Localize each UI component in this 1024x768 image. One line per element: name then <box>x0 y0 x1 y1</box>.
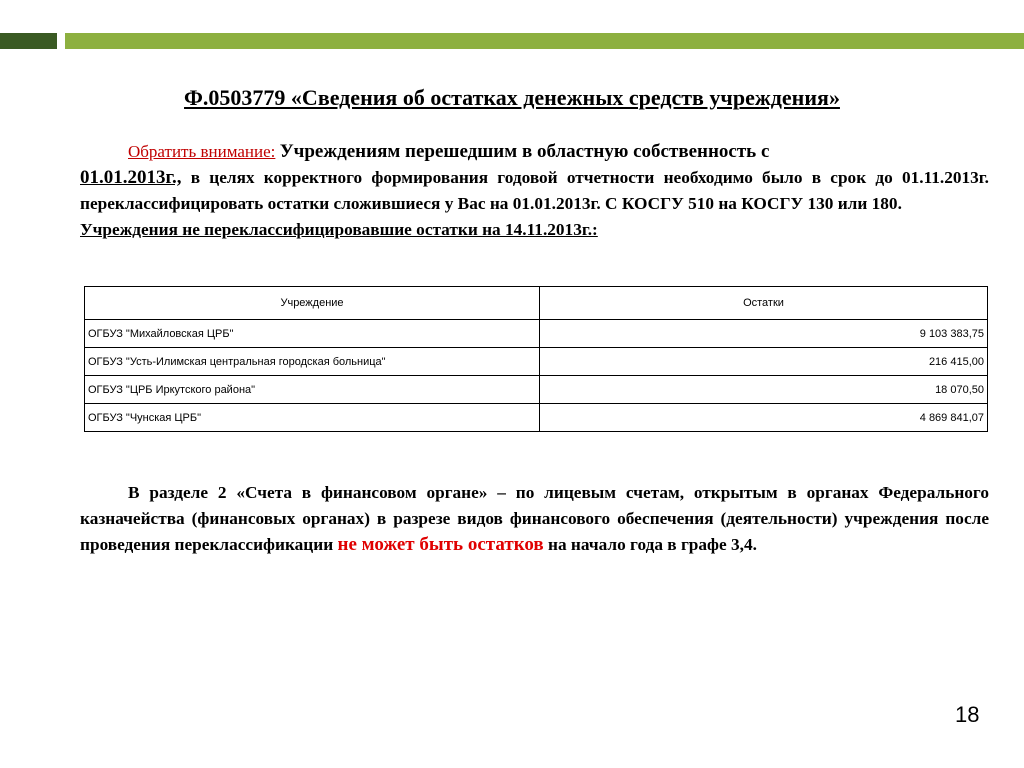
remainders-table <box>84 286 988 432</box>
column-header-remainders: Остатки <box>540 287 988 320</box>
remainder-cell: 4 869 841,07 <box>540 404 988 432</box>
institution-cell: ОГБУЗ "Усть-Илимская центральная городская больница" <box>85 348 540 376</box>
page-title-text: Ф.0503779 «Сведения об остатках денежных средств учреждения» <box>184 85 840 110</box>
page-title <box>0 85 1024 111</box>
table-row <box>85 320 988 348</box>
section2-text-end: на начало года в графе 3,4. <box>543 535 757 554</box>
institution-cell: ОГБУЗ "Чунская ЦРБ" <box>85 404 540 432</box>
table-row <box>85 376 988 404</box>
notice-body-text: в целях корректного формирования годовой отчетности необходимо было в срок до 01.11.2013г. переклассифицировать остатки сложившиеся у Вас на 01.01.2013г. С КОСГУ 510 на КОСГУ 130 или 180. <box>80 168 989 213</box>
header-bar-dark <box>0 33 57 49</box>
section2-text: В разделе 2 «Счета в финансовом органе» – по лицевым счетам, открытым в органах Федерального казначейства (финансовых органах) в разрезе видов финансового обеспечения (деятельности) учреждения после проведения переклассификации <box>80 483 989 554</box>
section2-highlight: не может быть остатков <box>337 534 544 555</box>
notice-paragraph <box>80 139 989 243</box>
institution-cell: ОГБУЗ "Михайловская ЦРБ" <box>85 320 540 348</box>
notice-subheading: Учреждения не переклассифицировавшие остатки на 14.11.2013г.: <box>80 220 598 239</box>
notice-line1: Учреждениям перешедшим в областную собственность с <box>279 141 770 162</box>
section2-paragraph <box>80 480 989 558</box>
table-row <box>85 404 988 432</box>
notice-body <box>80 165 989 217</box>
remainder-cell: 216 415,00 <box>540 348 988 376</box>
header-bar-light <box>65 33 1024 49</box>
attention-label: Обратить внимание: <box>128 142 276 161</box>
table-header-row <box>85 287 988 320</box>
column-header-institution: Учреждение <box>85 287 540 320</box>
remainder-cell: 9 103 383,75 <box>540 320 988 348</box>
notice-date: 01.01.2013г., <box>80 167 182 188</box>
page-number: 18 <box>955 702 980 727</box>
table-row <box>85 348 988 376</box>
institution-cell: ОГБУЗ "ЦРБ Иркутского района" <box>85 376 540 404</box>
notice-lead <box>80 139 989 165</box>
remainder-cell: 18 070,50 <box>540 376 988 404</box>
